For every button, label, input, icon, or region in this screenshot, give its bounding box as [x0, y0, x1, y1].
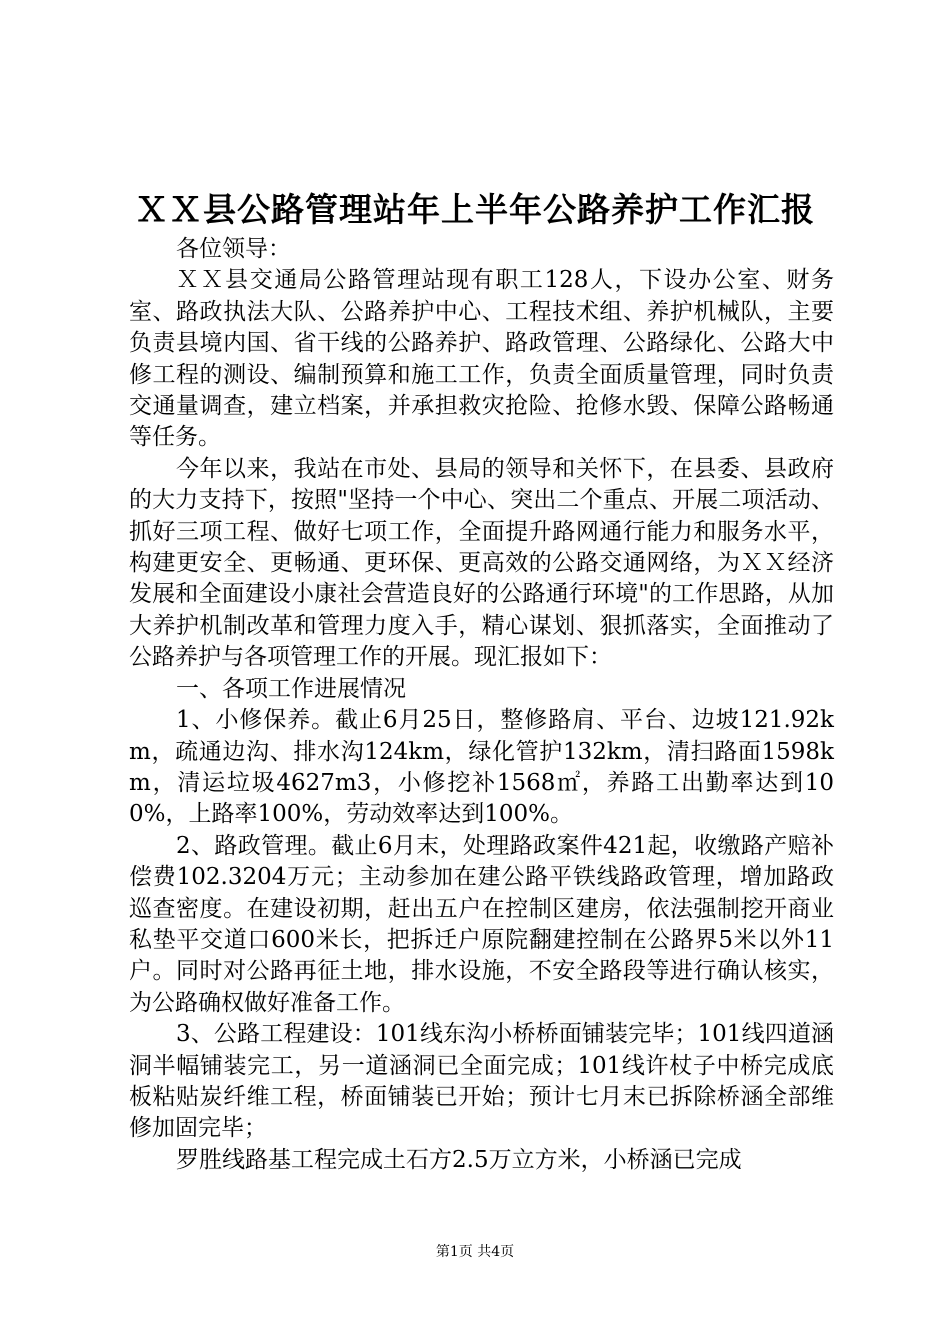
- paragraph-road-construction: 3、公路工程建设：101线东沟小桥桥面铺装完毕；101线四道涵洞半幅铺装完工，另一道涵洞已全面完成；101线许杖子中桥完成底板粘贴炭纤维工程，桥面铺装已开始；预计七月末已拆除桥涵全部维修加固完毕；: [129, 1021, 834, 1142]
- salutation: 各位领导：: [176, 236, 291, 262]
- document-body: [129, 234, 834, 1176]
- paragraph-minor-maintenance: 1、小修保养。截止6月25日，整修路肩、平台、边坡121.92km，疏通边沟、排水沟124km，绿化管护132km，清扫路面1598km，清运垃圾4627m3，小修挖补1568㎡，养路工出勤率达到100%，上路率100%，劳动效率达到100%。: [129, 707, 834, 828]
- section-heading-progress: 一、各项工作进展情况: [176, 675, 406, 702]
- page-number-footer: 第1页 共4页: [435, 1244, 515, 1260]
- document-title: ＸＸ县公路管理站年上半年公路养护工作汇报: [135, 190, 815, 229]
- paragraph-staff-overview: ＸＸ县交通局公路管理站现有职工128人，下设办公室、财务室、路政执法大队、公路养护中心、工程技术组、养护机械队，主要负责县境内国、省干线的公路养护、路政管理、公路绿化、公路大中修工程的测设、编制预算和施工工作，负责全面质量管理，同时负责交通量调查，建立档案，并承担救灾抢险、抢修水毁、保障公路畅通等任务。: [129, 267, 834, 451]
- paragraph-luosheng-line: 罗胜线路基工程完成土石方2.5万立方米，小桥涵已完成: [176, 1146, 742, 1173]
- paragraph-road-administration: 2、路政管理。截止6月末，处理路政案件421起，收缴路产赔补偿费102.3204万元；主动参加在建公路平铁线路政管理，增加路政巡查密度。在建设初期，赶出五户在控制区建房，依法强制挖开商业私垫平交道口600米长，把拆迁户原院翻建控制在公路界5米以外11户。同时对公路再征土地，排水设施，不安全路段等进行确认核实，为公路确权做好准备工作。: [129, 832, 834, 1016]
- paragraph-work-approach: 今年以来，我站在市处、县局的领导和关怀下，在县委、县政府的大力支持下，按照"坚持一个中心、突出二个重点、开展二项活动、抓好三项工程、做好七项工作，全面提升路网通行能力和服务水平，构建更安全、更畅通、更环保、更高效的公路交通网络，为ＸＸ经济发展和全面建设小康社会营造良好的公路通行环境"的工作思路，从加大养护机制改革和管理力度入手，精心谋划、狠抓落实，全面推动了公路养护与各项管理工作的开展。现汇报如下：: [129, 455, 834, 671]
